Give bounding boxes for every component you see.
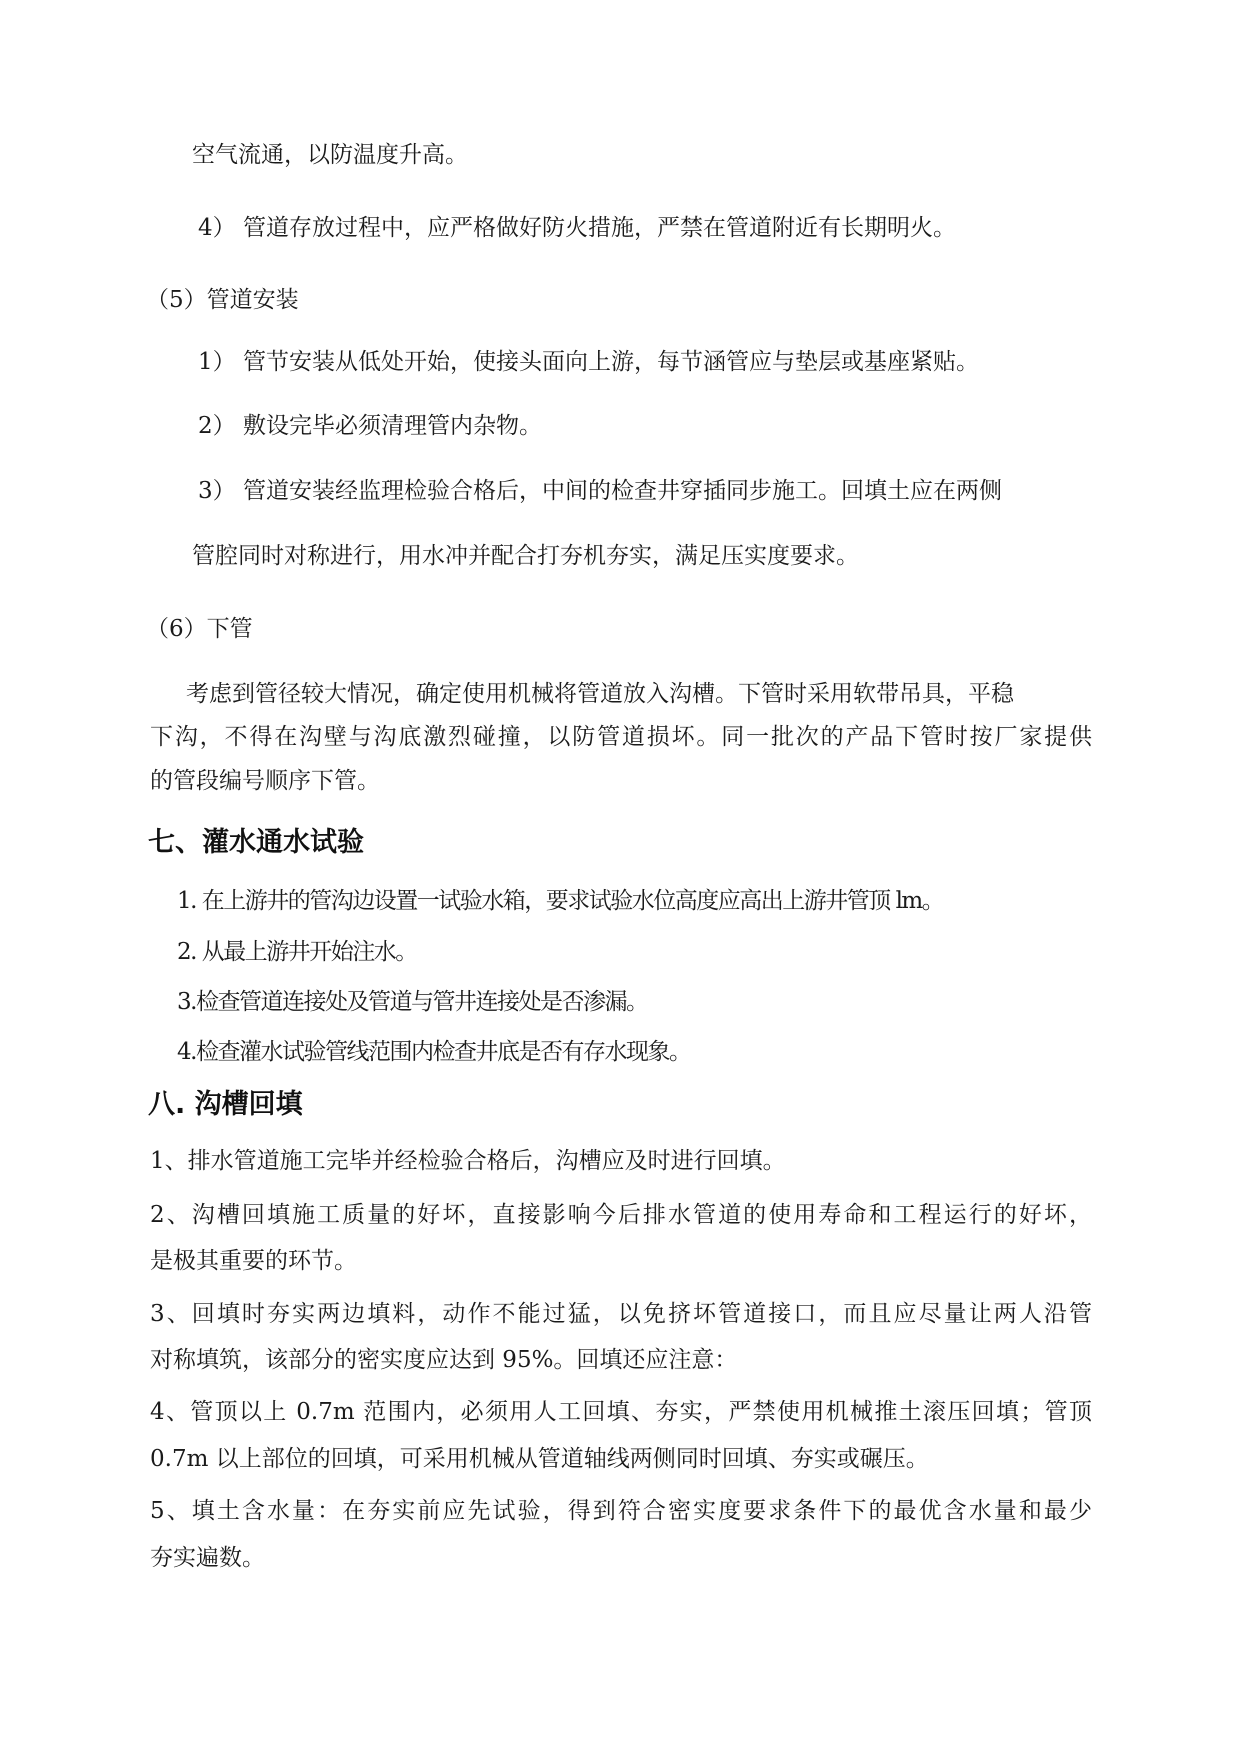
section-heading: 七、灌水通水试验 (148, 827, 364, 858)
paragraph-line: 下沟，不得在沟壁与沟底激烈碰撞，以防管道损坏。同一批次的产品下管时按厂家提供 (150, 724, 1092, 750)
list-item: 1） 管节安装从低处开始，使接头面向上游，每节涵管应与垫层或基座紧贴。 (198, 349, 979, 375)
paragraph-line: 考虑到管径较大情况，确定使用机械将管道放入沟槽。下管时采用软带吊具，平稳 (186, 681, 1014, 707)
list-item: 3） 管道安装经监理检验合格后，中间的检查井穿插同步施工。回填土应在两侧 (198, 478, 1002, 504)
paragraph-line: 4、管顶以上 0.7m 范围内，必须用人工回填、夯实，严禁使用机械推土滚压回填；管顶 (150, 1399, 1092, 1425)
paragraph-line: 对称填筑，该部分的密实度应达到 95%。回填还应注意： (150, 1347, 738, 1373)
paragraph-line: 是极其重要的环节。 (150, 1248, 357, 1274)
paragraph-line: 空气流通，以防温度升高。 (192, 142, 468, 168)
subsection-title: （5）管道安装 (146, 287, 299, 313)
paragraph-line: 2、沟槽回填施工质量的好坏，直接影响今后排水管道的使用寿命和工程运行的好坏， (150, 1202, 1092, 1228)
list-item: 4.检查灌水试验管线范围内检查井底是否有存水现象。 (177, 1039, 691, 1065)
paragraph-line: 的管段编号顺序下管。 (150, 768, 380, 794)
paragraph-line: 管腔同时对称进行，用水冲并配合打夯机夯实，满足压实度要求。 (192, 543, 859, 569)
list-item: 2. 从最上游井开始注水。 (177, 939, 417, 965)
paragraph-line: 0.7m 以上部位的回填，可采用机械从管道轴线两侧同时回填、夯实或碾压。 (150, 1446, 929, 1472)
list-item: 3.检查管道连接处及管道与管井连接处是否渗漏。 (177, 989, 648, 1015)
paragraph-line: 5、填土含水量：在夯实前应先试验，得到符合密实度要求条件下的最优含水量和最少 (150, 1498, 1092, 1524)
section-heading: 八. 沟槽回填 (148, 1089, 303, 1120)
list-item: 4） 管道存放过程中，应严格做好防火措施，严禁在管道附近有长期明火。 (198, 215, 956, 241)
list-item: 1. 在上游井的管沟边设置一试验水箱，要求试验水位高度应高出上游井管顶 lm。 (177, 888, 944, 914)
subsection-title: （6）下管 (146, 616, 253, 642)
paragraph-line: 夯实遍数。 (150, 1545, 265, 1571)
paragraph-line: 3、回填时夯实两边填料，动作不能过猛，以免挤坏管道接口，而且应尽量让两人沿管 (150, 1301, 1092, 1327)
list-item: 2） 敷设完毕必须清理管内杂物。 (198, 413, 542, 439)
paragraph-line: 1、排水管道施工完毕并经检验合格后，沟槽应及时进行回填。 (150, 1148, 786, 1174)
